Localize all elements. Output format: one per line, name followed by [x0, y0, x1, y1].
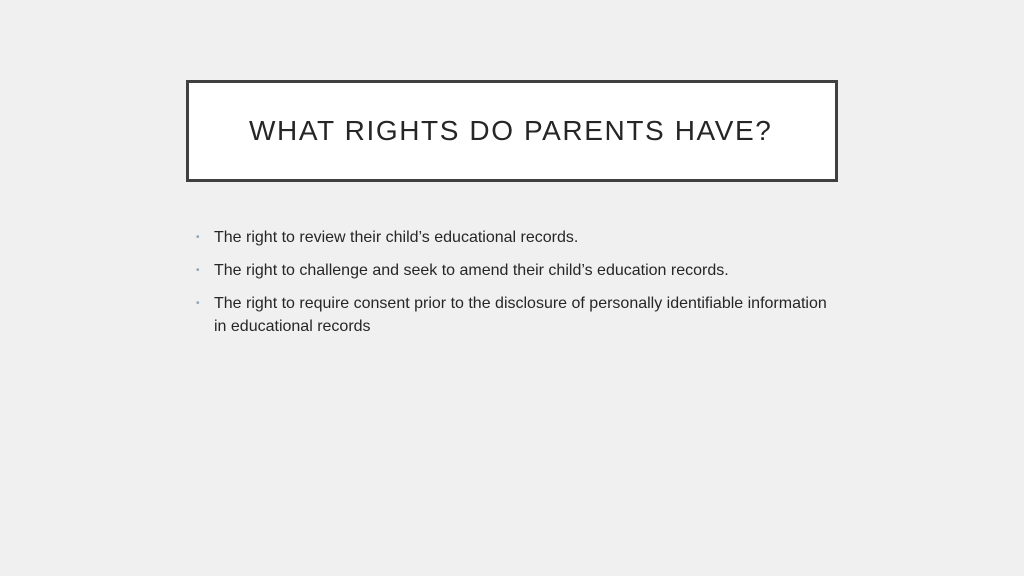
title-box [186, 80, 838, 182]
bullet-item [196, 259, 836, 282]
bullet-text: The right to require consent prior to the disclosure of personally identifiable information in educational records [214, 295, 827, 335]
bullet-item [196, 292, 836, 338]
slide-title: WHAT RIGHTS DO PARENTS HAVE? [249, 115, 773, 146]
bullet-dot-icon: • [196, 298, 200, 309]
bullet-text: The right to review their child’s educational records. [214, 229, 579, 246]
bullet-text: The right to challenge and seek to amend their child’s education records. [214, 262, 729, 279]
bullet-list [196, 226, 836, 348]
bullet-item [196, 226, 836, 249]
bullet-dot-icon: • [196, 232, 200, 243]
bullet-dot-icon: • [196, 265, 200, 276]
